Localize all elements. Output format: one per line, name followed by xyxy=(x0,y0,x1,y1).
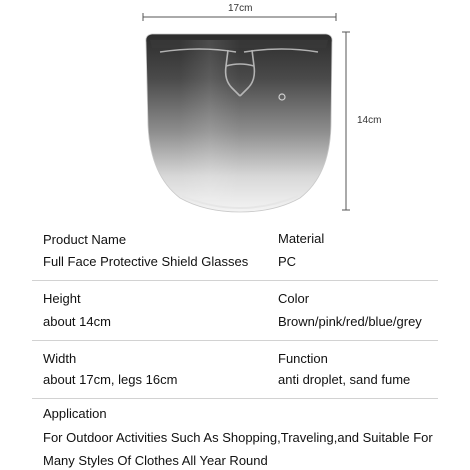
material-heading: Material xyxy=(278,231,325,246)
application-value-line1: For Outdoor Activities Such As Shopping,Traveling,and Suitable For xyxy=(43,430,433,445)
product-name-heading: Product Name xyxy=(43,232,127,247)
width-heading: Width xyxy=(43,351,77,366)
height-value: about 14cm xyxy=(43,314,111,329)
divider-1 xyxy=(32,280,438,281)
product-figure xyxy=(0,0,470,222)
material-value: PC xyxy=(278,254,297,269)
function-heading: Function xyxy=(278,351,328,366)
divider-3 xyxy=(32,398,438,399)
height-dimension-line xyxy=(342,32,350,210)
function-value: anti droplet, sand fume xyxy=(278,372,411,387)
application-heading: Application xyxy=(43,406,107,421)
height-heading: Height xyxy=(43,291,81,306)
divider-2 xyxy=(32,340,438,341)
color-value: Brown/pink/red/blue/grey xyxy=(278,314,422,329)
product-name-value: Full Face Protective Shield Glasses xyxy=(43,254,249,269)
color-heading: Color xyxy=(278,291,310,306)
width-value: about 17cm, legs 16cm xyxy=(43,372,178,387)
height-dimension-label: 14cm xyxy=(357,115,382,126)
face-shield-image xyxy=(0,0,470,222)
application-value-line2: Many Styles Of Clothes All Year Round xyxy=(43,453,268,468)
width-dimension-line xyxy=(143,13,336,21)
width-dimension-label: 17cm xyxy=(228,3,253,14)
